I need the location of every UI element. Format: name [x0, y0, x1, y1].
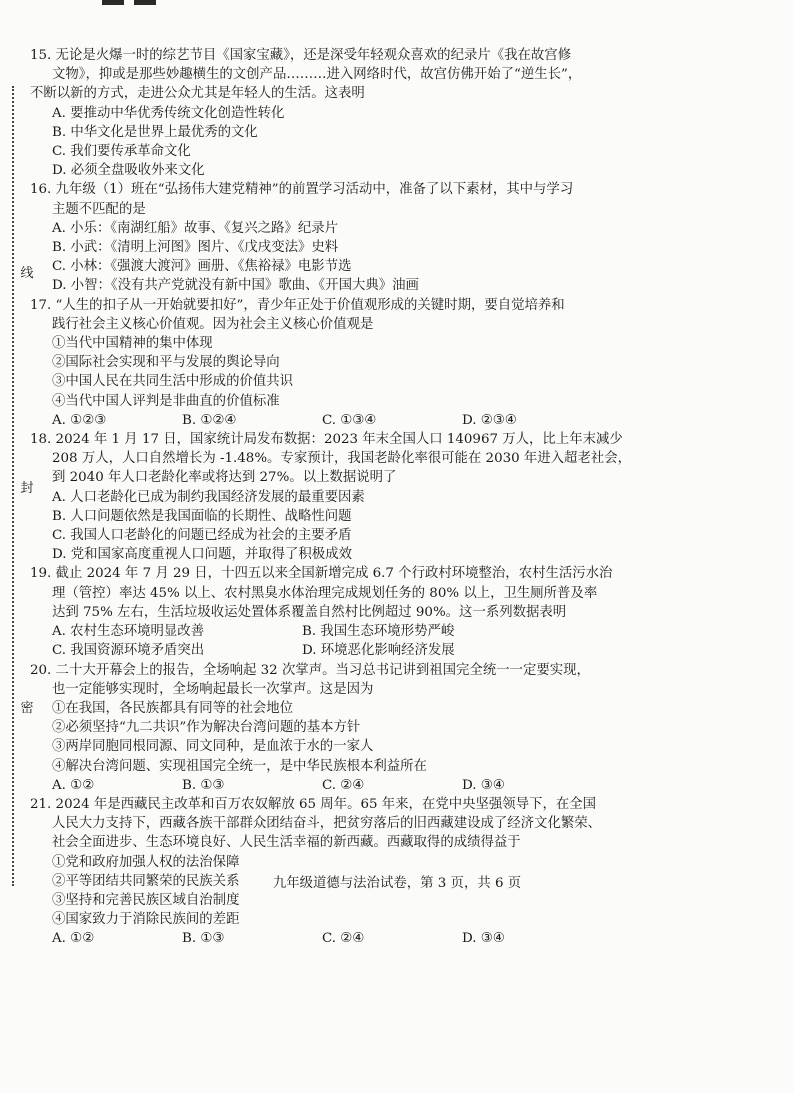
question-stem-line: 践行社会主义核心价值观。因为社会主义核心价值观是	[52, 316, 374, 332]
statement-1: ①在我国，各民族都具有同等的社会地位	[52, 700, 294, 716]
statement-3: ③坚持和完善民族区域自治制度	[52, 892, 240, 908]
choice-d: D. ③④	[462, 931, 505, 947]
option-b: B. 人口问题依然是我国面临的长期性、战略性问题	[52, 508, 352, 524]
statement-3: ③中国人民在共同生活中形成的价值共识	[52, 374, 294, 390]
option-d: D. 小智：《没有共产党就没有新中国》歌曲、《开国大典》油画	[52, 278, 419, 294]
binding-char-xian: 线	[20, 266, 34, 281]
question-stem-line: 208 万人，人口自然增长为 -1.48%。专家预计，我国老龄化率很可能在 2030 年进入超老社会，	[52, 451, 632, 467]
option-d: D. 环境恶化影响经济发展	[302, 643, 455, 659]
choice-row	[30, 641, 770, 660]
choice-c: C. ①③④	[322, 412, 377, 428]
statement-4: ④当代中国人评判是非曲直的价值标准	[52, 393, 280, 409]
option-a: A. 农村生态环境明显改善	[52, 624, 205, 640]
choice-a: A. ①②③	[52, 412, 107, 428]
choice-c: C. ②④	[322, 931, 365, 947]
choice-d: D. ③④	[462, 777, 505, 793]
binding-line	[12, 86, 34, 886]
choice-row	[30, 929, 770, 948]
statement-2: ②平等团结共同繁荣的民族关系	[52, 873, 240, 889]
question-stem-line: 也一定能够实现时，全场响起最长一次掌声。这是因为	[52, 681, 374, 697]
choice-row	[30, 622, 770, 641]
question-15	[30, 46, 770, 180]
question-17	[30, 296, 770, 430]
option-c: C. 我国资源环境矛盾突出	[52, 643, 205, 659]
choice-row	[30, 411, 770, 430]
question-stem-line: 16. 九年级（1）班在“弘扬伟大建党精神”的前置学习活动中，准备了以下素材，其中与学习	[30, 182, 574, 198]
statement-1: ①党和政府加强人权的法治保障	[52, 854, 240, 870]
choice-b: B. ①②④	[182, 412, 237, 428]
statement-2: ②国际社会实现和平与发展的舆论导向	[52, 355, 280, 371]
header-marks	[102, 0, 162, 6]
page-footer: 九年级道德与法治试卷，第 3 页，共 6 页	[272, 876, 522, 891]
question-stem-line: 不断以新的方式，走进公众尤其是年轻人的生活。这表明	[30, 86, 365, 102]
option-b: B. 中华文化是世界上最优秀的文化	[52, 124, 258, 140]
option-b: B. 我国生态环境形势严峻	[302, 624, 455, 640]
question-stem-line: 理（管控）率达 45% 以上、农村黑臭水体治理完成规划任务的 80% 以上，卫生厕所普及率	[52, 585, 598, 601]
statement-4: ④国家致力于消除民族间的差距	[52, 912, 240, 928]
question-19	[30, 564, 770, 660]
option-a: A. 人口老龄化已成为制约我国经济发展的最重要因素	[52, 489, 365, 505]
binding-char-mi: 密	[20, 701, 34, 716]
question-stem-line: 15. 无论是火爆一时的综艺节目《国家宝藏》，还是深受年轻观众喜欢的纪录片《我在故宫修	[30, 48, 572, 63]
option-d: D. 必须全盘吸收外来文化	[52, 163, 205, 179]
question-stem-line: 到 2040 年人口老龄化率或将达到 27%。以上数据说明了	[52, 470, 397, 486]
option-c: C. 我们要传承革命文化	[52, 144, 191, 160]
option-a: A. 要推动中华优秀传统文化创造性转化	[52, 105, 285, 121]
option-c: C. 我国人口老龄化的问题已经成为社会的主要矛盾	[52, 528, 352, 544]
question-16	[30, 180, 770, 295]
question-stem-line: 社会全面进步、生态环境良好、人民生活幸福的新西藏。西藏取得的成绩得益于	[52, 835, 521, 851]
option-d: D. 党和国家高度重视人口问题，并取得了积极成效	[52, 547, 352, 563]
statement-2: ②必须坚持“九二共识”作为解决台湾问题的基本方针	[52, 720, 361, 736]
question-20	[30, 661, 770, 795]
choice-row	[30, 776, 770, 795]
question-stem-line: 17. “人生的扣子从一开始就要扣好”，青少年正处于价值观形成的关键时期，要自觉培养和	[30, 297, 565, 313]
question-stem-line: 达到 75% 左右，生活垃圾收运处置体系覆盖自然村比例超过 90%。这一系列数据表明	[52, 604, 567, 620]
binding-char-feng: 封	[20, 481, 34, 496]
option-b: B. 小武：《清明上河图》图片、《戊戌变法》史料	[52, 240, 339, 256]
choice-c: C. ②④	[322, 777, 365, 793]
question-stem-line: 19. 截止 2024 年 7 月 29 日，十四五以来全国新增完成 6.7 个行政村环境整治，农村生活污水治	[30, 566, 613, 582]
question-stem-line: 文物》，抑或是那些妙趣横生的文创产品………进入网络时代，故宫仿佛开始了“逆生长”，	[52, 67, 582, 83]
question-area	[30, 46, 770, 949]
choice-a: A. ①②	[52, 931, 95, 947]
option-c: C. 小林：《强渡大渡河》画册、《焦裕禄》电影节选	[52, 259, 352, 275]
choice-d: D. ②③④	[462, 412, 517, 428]
statement-1: ①当代中国精神的集中体现	[52, 336, 213, 352]
question-18	[30, 430, 770, 564]
choice-a: A. ①②	[52, 777, 95, 793]
choice-b: B. ①③	[182, 931, 225, 947]
question-stem-line: 人民大力支持下，西藏各族干部群众团结奋斗，把贫穷落后的旧西藏建设成了经济文化繁荣、	[52, 816, 602, 832]
question-stem-line: 21. 2024 年是西藏民主改革和百万农奴解放 65 周年。65 年来，在党中央坚强领导下，在全国	[30, 796, 597, 812]
question-stem-line: 18. 2024 年 1 月 17 日，国家统计局发布数据：2023 年末全国人口 140967 万人，比上年末减少	[30, 432, 623, 448]
question-stem-line: 主题不匹配的是	[52, 201, 146, 217]
statement-3: ③两岸同胞同根同源、同文同种，是血浓于水的一家人	[52, 739, 374, 755]
statement-4: ④解决台湾问题、实现祖国完全统一，是中华民族根本利益所在	[52, 758, 427, 774]
option-a: A. 小乐：《南湖红船》故事、《复兴之路》纪录片	[52, 220, 338, 236]
choice-b: B. ①③	[182, 777, 225, 793]
question-stem-line: 20. 二十大开幕会上的报告，全场响起 32 次掌声。当习总书记讲到祖国完全统一一定要实现，	[30, 662, 590, 678]
